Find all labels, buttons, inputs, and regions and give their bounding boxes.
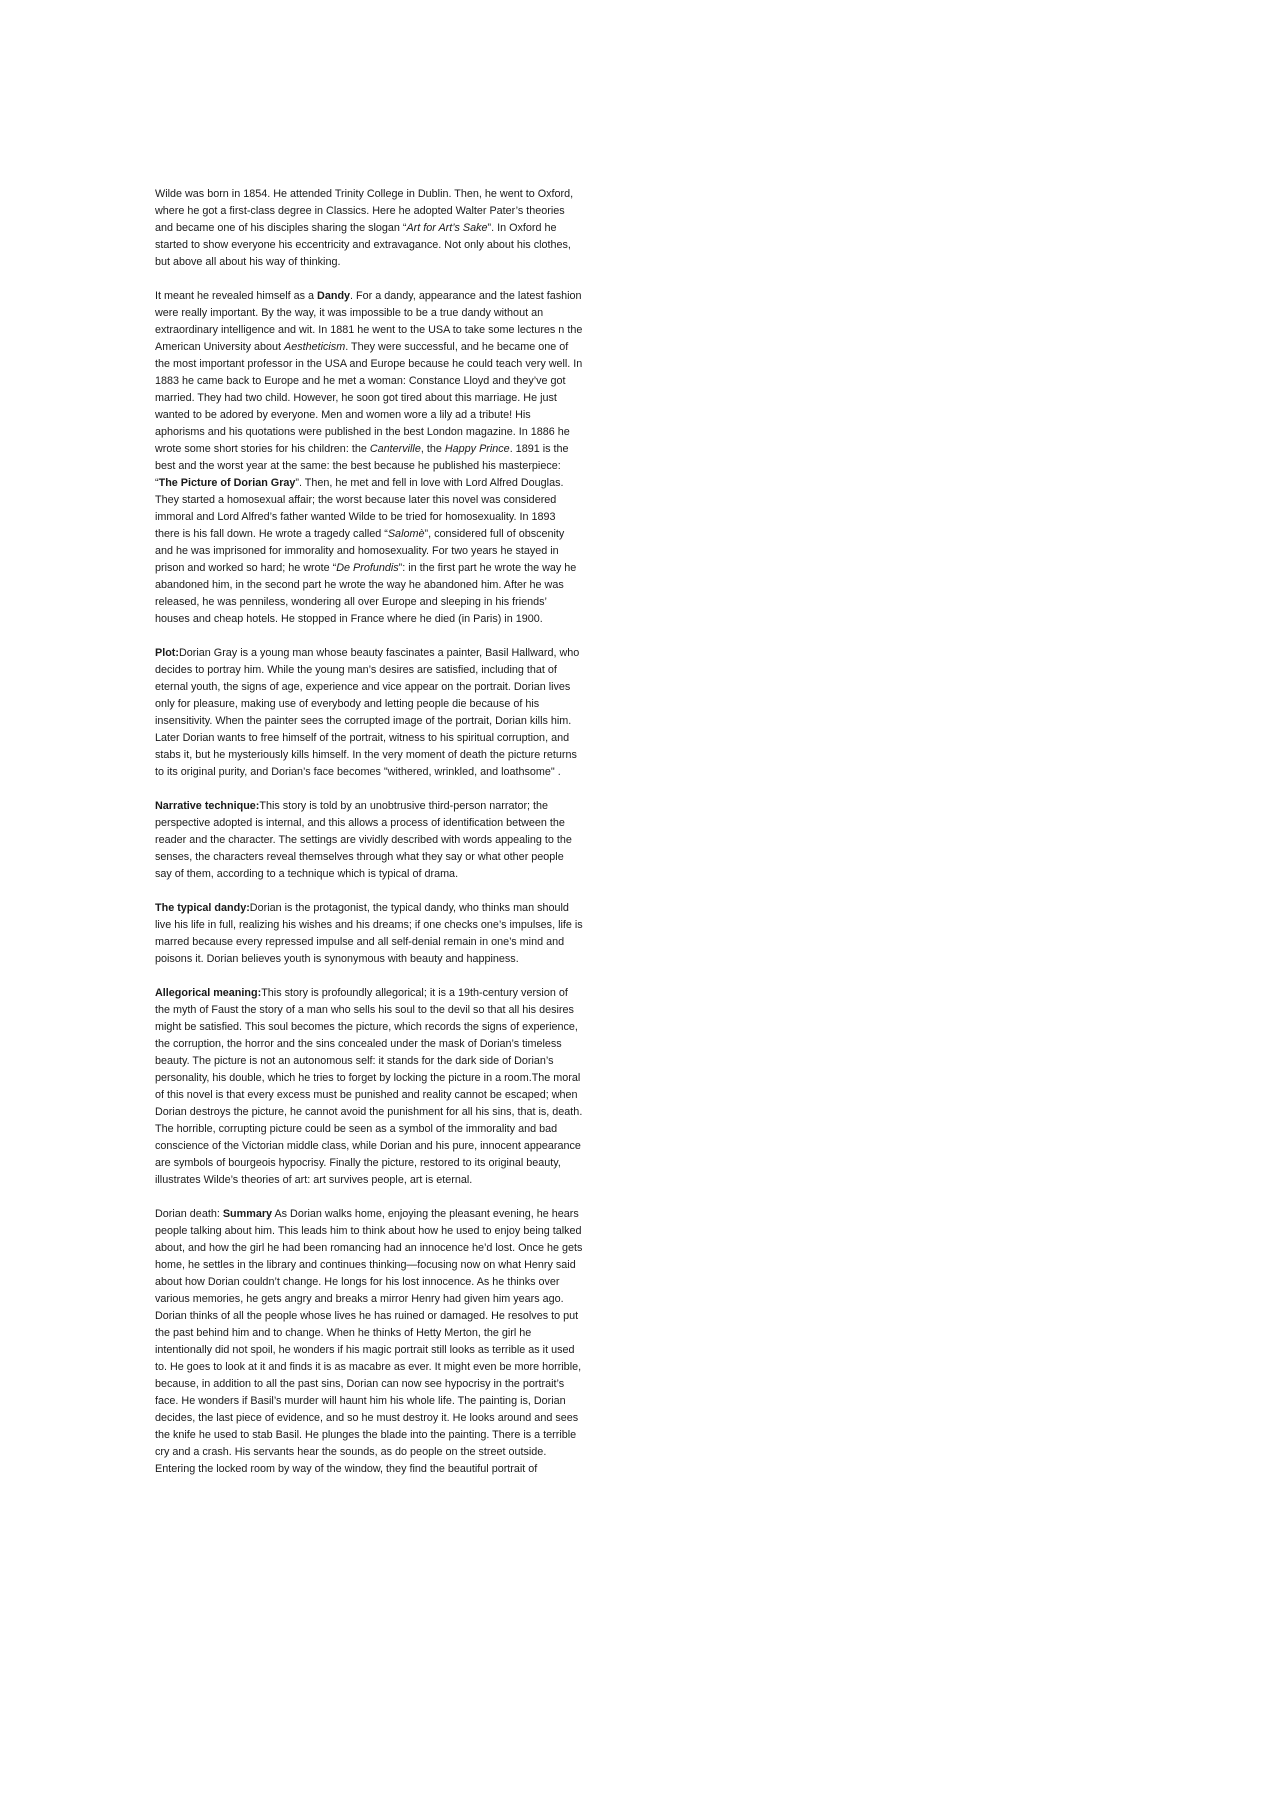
narrative-label: Narrative technique: bbox=[155, 800, 260, 812]
death-paragraph bbox=[155, 1206, 583, 1308]
death-text-2: Dorian thinks of all the people whose lives he has ruined or damaged. He resolves to put the past behind him and to change. When he thinks of Hetty Merton, the girl he intentionally did not spoil, he wonders if his magic portrait still looks as terrible as it used to. He goes to look at it and finds it is as macabre as ever. It might even be more horrible, because, in addition to all the past sins, Dorian can now see hypocrisy in the portrait’s face. He wonders if Basil’s murder will haunt him his whole life. The painting is, Dorian decides, the last piece of evidence, and so he must destroy it. He looks around and sees the knife he used to stab Basil. He plunges the blade into the painting. There is a terrible cry and a crash. His servants hear the sounds, as do people on the street outside. Entering the locked room by way of the window, they find the beautiful portrait of bbox=[155, 1310, 582, 1475]
plot-label: Plot: bbox=[155, 647, 179, 659]
happy-prince-title: Happy Prince bbox=[444, 443, 510, 455]
text-run: ”. In Oxford he started to show everyone his eccentricity and extravagance. Not only about his clothes, but above all about his way of thinking. bbox=[155, 222, 571, 268]
text-run: . For a dandy, appearance and the latest fashion were really important. By the way, it was impossible to be a true dandy without an extraordinary intelligence and wit. In 1881 he went to the USA to take some lectures n the American University about bbox=[155, 290, 583, 353]
text-run: ”, considered full of obscenity and he was imprisoned for immorality and homosexuality. For two years he stayed in prison and worked so hard; he wrote “ bbox=[155, 528, 565, 574]
biography-paragraph-1 bbox=[155, 186, 583, 271]
text-run: Wilde was born in 1854. He attended Trinity College in Dublin. Then, he went to Oxford, where he got a first-class degree in Classics. Here he adopted Walter Pater’s theories and became one of his disciples sharing the slogan “ bbox=[155, 188, 574, 234]
death-prefix: Dorian death: bbox=[155, 1208, 223, 1220]
death-text: As Dorian walks home, enjoying the pleasant evening, he hears people talking about him. This leads him to think about how he used to enjoy being talked about, and how the girl he had been romancing had an innocence he’d lost. Once he gets home, he settles in the library and continues thinking—focusing now on what Henry said about how Dorian couldn’t change. He longs for his lost innocence. As he thinks over various memories, he gets angry and breaks a mirror Henry had given him years ago. bbox=[155, 1208, 583, 1305]
biography-paragraph-2 bbox=[155, 288, 583, 628]
summary-label: Summary bbox=[222, 1208, 273, 1220]
dorian-gray-title: The Picture of Dorian Gray bbox=[158, 477, 296, 489]
death-paragraph-2 bbox=[155, 1308, 583, 1478]
slogan-text: Art for Art’s Sake bbox=[406, 222, 488, 234]
dandy-term: Dandy bbox=[317, 290, 351, 302]
text-run: . 1891 is the best and the worst year at the same: the best because he published his masterpiece: “ bbox=[155, 443, 569, 489]
document-page bbox=[155, 186, 583, 1478]
typical-dandy-label: The typical dandy: bbox=[155, 902, 250, 914]
text-run: , the bbox=[420, 443, 445, 455]
narrative-paragraph bbox=[155, 798, 583, 883]
text-run: It meant he revealed himself as a bbox=[155, 290, 318, 302]
allegorical-label: Allegorical meaning: bbox=[155, 987, 262, 999]
text-run: ”: in the first part he wrote the way he abandoned him, in the second part he wrote the way he abandoned him. After he was released, he was penniless, wondering all over Europe and sleeping in his friends’ houses and cheap hotels. He stopped in France where he died (in Paris) in 1900. bbox=[155, 562, 577, 625]
aestheticism-term: Aestheticism bbox=[284, 341, 346, 353]
text-run: ”. Then, he met and fell in love with Lord Alfred Douglas. They started a homosexual affair; the worst because later this novel was considered immoral and Lord Alfred’s father wanted Wilde to be tried for homosexuality. In 1893 there is his fall down. He wrote a tragedy called “ bbox=[155, 477, 564, 540]
plot-text: Dorian Gray is a young man whose beauty fascinates a painter, Basil Hallward, who decides to portray him. While the young man’s desires are satisfied, including that of eternal youth, the signs of age, experience and vice appear on the portrait. Dorian lives only for pleasure, making use of everybody and letting people die because of his insensitivity. When the painter sees the corrupted image of the portrait, Dorian kills him. Later Dorian wants to free himself of the portrait, witness to his spiritual corruption, and stabs it, but he mysteriously kills himself. In the very moment of death the picture returns to its original purity, and Dorian’s face becomes "withered, wrinkled, and loathsome" . bbox=[155, 647, 580, 778]
typical-dandy-text: Dorian is the protagonist, the typical dandy, who thinks man should live his life in full, realizing his wishes and his dreams; if one checks one’s impulses, life is marred because every repressed impulse and all self-denial remain in one’s mind and poisons it. Dorian believes youth is synonymous with beauty and happiness. bbox=[155, 902, 583, 965]
salome-title: Salomè bbox=[387, 528, 425, 540]
canterville-title: Canterville bbox=[369, 443, 421, 455]
text-run: . They were successful, and he became one of the most important professor in the USA and Europe because he could teach very well. In 1883 he came back to Europe and he met a woman: Constance Lloyd and they’ve got married. They had two child. However, he soon got tired about this marriage. He just wanted to be adored by everyone. Men and women wore a lily ad a tribute! His aphorisms and his quotations were published in the best London magazine. In 1886 he wrote some short stories for his children: the bbox=[155, 341, 583, 455]
plot-paragraph bbox=[155, 645, 583, 781]
allegorical-text: This story is profoundly allegorical; it is a 19th-century version of the myth of Faust the story of a man who sells his soul to the devil so that all his desires might be satisfied. This soul becomes the picture, which records the signs of experience, the corruption, the horror and the sins concealed under the mask of Dorian’s timeless beauty. The picture is not an autonomous self: it stands for the dark side of Dorian’s personality, his double, which he tries to forget by locking the picture in a room.The moral of this novel is that every excess must be punished and reality cannot be escaped; when Dorian destroys the picture, he cannot avoid the punishment for all his sins, that is, death. The horrible, corrupting picture could be seen as a symbol of the immorality and bad conscience of the Victorian middle class, while Dorian and his pure, innocent appearance are symbols of bourgeois hypocrisy. Finally the picture, restored to its original beauty, illustrates Wilde’s theories of art: art survives people, art is eternal. bbox=[155, 987, 583, 1186]
de-profundis-title: De Profundis bbox=[336, 562, 399, 574]
narrative-text: This story is told by an unobtrusive third-person narrator; the perspective adopted is internal, and this allows a process of identification between the reader and the character. The settings are vividly described with words appealing to the senses, the characters reveal themselves through what they say or what other people say of them, according to a technique which is typical of drama. bbox=[155, 800, 572, 880]
allegorical-paragraph bbox=[155, 985, 583, 1189]
typical-dandy-paragraph bbox=[155, 900, 583, 968]
